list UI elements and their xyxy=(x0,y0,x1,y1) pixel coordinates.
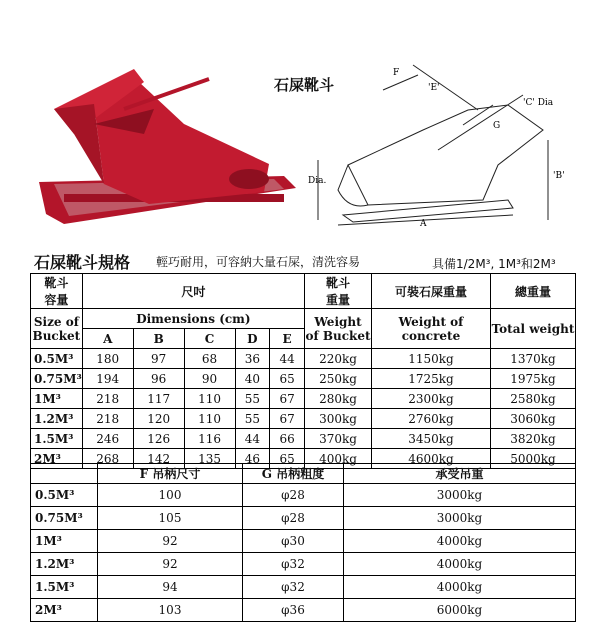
g-cell: φ36 xyxy=(243,599,344,622)
header-concrete-en: Weight of concrete xyxy=(372,309,491,349)
e-cell: 65 xyxy=(270,449,305,469)
g-cell: φ32 xyxy=(243,553,344,576)
load-cell: 4000kg xyxy=(344,530,576,553)
d-cell: 36 xyxy=(235,349,270,369)
b-cell: 142 xyxy=(133,449,184,469)
header-total-en: Total weight xyxy=(491,309,576,349)
f-cell: 94 xyxy=(98,576,243,599)
size-cell: 0.5M³ xyxy=(31,349,83,369)
total-cell: 3060kg xyxy=(491,409,576,429)
table-header-row xyxy=(31,309,576,329)
header-size-en: Size of Bucket xyxy=(31,309,83,349)
diagram-label-c: 'C' Dia xyxy=(523,98,554,108)
d-cell: 44 xyxy=(235,429,270,449)
table-row xyxy=(31,530,576,553)
a-cell: 246 xyxy=(82,429,133,449)
a-cell: 218 xyxy=(82,409,133,429)
handle-table xyxy=(30,463,576,622)
col-e: E xyxy=(270,329,305,349)
header-load: 承受吊重 xyxy=(344,464,576,484)
a-cell: 194 xyxy=(82,369,133,389)
c-cell: 68 xyxy=(184,349,235,369)
total-cell: 1370kg xyxy=(491,349,576,369)
g-cell: φ28 xyxy=(243,507,344,530)
f-cell: 92 xyxy=(98,530,243,553)
diagram-label-e: 'E' xyxy=(428,83,440,93)
weight-cell: 370kg xyxy=(305,429,372,449)
header-dims-en: Dimensions (cm) xyxy=(82,309,304,329)
table-row xyxy=(31,389,576,409)
f-cell: 105 xyxy=(98,507,243,530)
size-cell: 1.5M³ xyxy=(31,429,83,449)
col-c: C xyxy=(184,329,235,349)
size-cell: 1.2M³ xyxy=(31,409,83,429)
c-cell: 116 xyxy=(184,429,235,449)
d-cell: 40 xyxy=(235,369,270,389)
header-total-zh: 總重量 xyxy=(491,274,576,309)
load-cell: 3000kg xyxy=(344,507,576,530)
col-d: D xyxy=(235,329,270,349)
e-cell: 67 xyxy=(270,389,305,409)
table-row xyxy=(31,429,576,449)
size-cell: 2M³ xyxy=(31,599,98,622)
weight-cell: 400kg xyxy=(305,449,372,469)
e-cell: 67 xyxy=(270,409,305,429)
col-a: A xyxy=(82,329,133,349)
d-cell: 55 xyxy=(235,389,270,409)
weight-cell: 250kg xyxy=(305,369,372,389)
b-cell: 120 xyxy=(133,409,184,429)
table-row xyxy=(31,369,576,389)
table-row xyxy=(31,409,576,429)
e-cell: 44 xyxy=(270,349,305,369)
diagram-label-b: 'B' xyxy=(553,171,565,181)
col-b: B xyxy=(133,329,184,349)
d-cell: 46 xyxy=(235,449,270,469)
load-cell: 4000kg xyxy=(344,576,576,599)
table-row xyxy=(31,576,576,599)
table-row xyxy=(31,349,576,369)
weight-cell: 280kg xyxy=(305,389,372,409)
weight-cell: 300kg xyxy=(305,409,372,429)
load-cell: 4000kg xyxy=(344,553,576,576)
a-cell: 180 xyxy=(82,349,133,369)
size-cell: 1.2M³ xyxy=(31,553,98,576)
product-title: 石屎靴斗 xyxy=(274,76,335,94)
header-weight-en: Weight of Bucket xyxy=(305,309,372,349)
concrete-bucket-photo xyxy=(34,64,304,234)
e-cell: 66 xyxy=(270,429,305,449)
table-row xyxy=(31,484,576,507)
spec-subtitle: 輕巧耐用，可容納大量石屎，清洗容易 xyxy=(156,255,361,269)
size-cell: 1.5M³ xyxy=(31,576,98,599)
dimensions-table xyxy=(30,273,576,469)
weight-cell: 220kg xyxy=(305,349,372,369)
g-cell: φ32 xyxy=(243,576,344,599)
concrete-cell: 2760kg xyxy=(372,409,491,429)
diagram-label-dia: Dia. xyxy=(308,176,327,186)
c-cell: 90 xyxy=(184,369,235,389)
b-cell: 117 xyxy=(133,389,184,409)
diagram-label-a: A xyxy=(420,219,427,229)
g-cell: φ28 xyxy=(243,484,344,507)
size-cell: 0.75M³ xyxy=(31,507,98,530)
e-cell: 65 xyxy=(270,369,305,389)
load-cell: 6000kg xyxy=(344,599,576,622)
spec-title: 石屎靴斗規格 xyxy=(34,253,131,272)
table-row xyxy=(31,507,576,530)
a-cell: 218 xyxy=(82,389,133,409)
size-cell: 1M³ xyxy=(31,389,83,409)
header-g: G 吊柄粗度 xyxy=(243,464,344,484)
b-cell: 126 xyxy=(133,429,184,449)
bucket-dimension-diagram xyxy=(308,50,578,230)
load-cell: 3000kg xyxy=(344,484,576,507)
concrete-cell: 2300kg xyxy=(372,389,491,409)
c-cell: 110 xyxy=(184,389,235,409)
concrete-cell: 4600kg xyxy=(372,449,491,469)
d-cell: 55 xyxy=(235,409,270,429)
table-header-row xyxy=(31,274,576,309)
c-cell: 135 xyxy=(184,449,235,469)
size-cell: 0.5M³ xyxy=(31,484,98,507)
size-cell: 0.75M³ xyxy=(31,369,83,389)
concrete-cell: 1150kg xyxy=(372,349,491,369)
total-cell: 1975kg xyxy=(491,369,576,389)
total-cell: 5000kg xyxy=(491,449,576,469)
header-f: F 吊柄尺寸 xyxy=(98,464,243,484)
diagram-label-g: G xyxy=(493,121,501,131)
f-cell: 103 xyxy=(98,599,243,622)
total-cell: 2580kg xyxy=(491,389,576,409)
concrete-cell: 1725kg xyxy=(372,369,491,389)
header-size-zh: 靴斗 容量 xyxy=(31,274,83,309)
header-dims-zh: 尺吋 xyxy=(82,274,304,309)
f-cell: 100 xyxy=(98,484,243,507)
b-cell: 96 xyxy=(133,369,184,389)
a-cell: 268 xyxy=(82,449,133,469)
diagram-label-f: F xyxy=(393,68,400,78)
g-cell: φ30 xyxy=(243,530,344,553)
table-row xyxy=(31,553,576,576)
size-cell: 2M³ xyxy=(31,449,83,469)
b-cell: 97 xyxy=(133,349,184,369)
table-row xyxy=(31,599,576,622)
total-cell: 3820kg xyxy=(491,429,576,449)
concrete-cell: 3450kg xyxy=(372,429,491,449)
header-weight-zh: 靴斗 重量 xyxy=(305,274,372,309)
size-cell: 1M³ xyxy=(31,530,98,553)
f-cell: 92 xyxy=(98,553,243,576)
header-blank xyxy=(31,464,98,484)
c-cell: 110 xyxy=(184,409,235,429)
header-concrete-zh: 可裝石屎重量 xyxy=(372,274,491,309)
table-header-row xyxy=(31,464,576,484)
available-sizes: 具備1/2M³, 1M³和2M³ xyxy=(432,257,556,271)
